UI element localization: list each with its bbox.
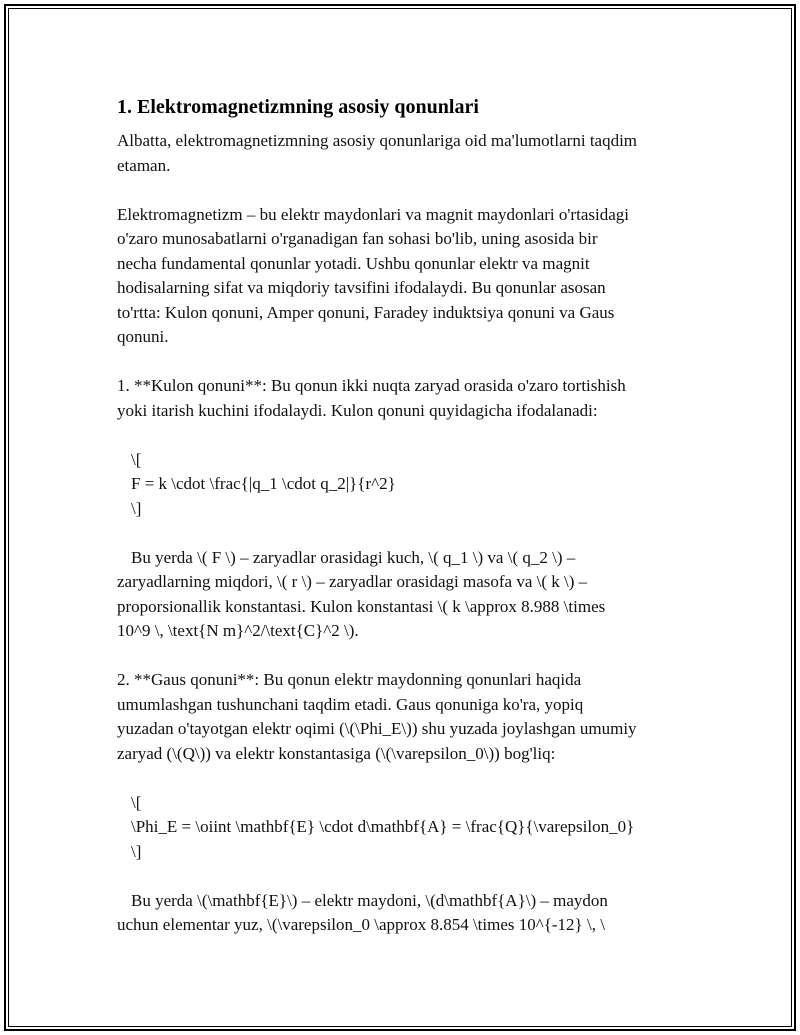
paragraph-gap: [117, 521, 687, 546]
coulomb-formula: \[ F = k \cdot \frac{|q_1 \cdot q_2|}{r^2} \]: [131, 449, 396, 518]
paragraph-gap: [117, 644, 687, 669]
overview-paragraph: Elektromagnetizm – bu elektr maydonlari va magnit maydonlari o'rtasidagi o'zaro munosabatlarni o'rganadigan fan sohasi bo'lib, uning asosida bir necha fundamental qonunlar yotadi. Ushbu qonunlar elektr va magnit hodisalarning sifat va miqdoriy tavsifini ifodalaydi. Bu qonunlar asosan to'rtta: Kulon qonuni, Amper qonuni, Faradey induktsiya qonuni va Gaus qonuni.: [117, 204, 629, 346]
document-body: [117, 94, 687, 938]
gauss-formula: \[ \Phi_E = \oiint \mathbf{E} \cdot d\mathbf{A} = \frac{Q}{\varepsilon_0} \]: [131, 792, 635, 861]
paragraph-gap: [117, 350, 687, 375]
paragraph-gap: [117, 864, 687, 889]
paragraph-gap: [117, 423, 687, 448]
coulomb-explanation-first-line: Bu yerda \( F \) – zaryadlar orasidagi kuch, \( q_1 \) va \( q_2 \) – zaryadlarning miqdori, \( r \) – zaryadlar orasidagi masofa va \( k \) – proporsionallik konstantasi. Kulon konstantasi \( k \approx 8.988 \times 10^9 \, \text{N m}^2/\text{C}^2 \).: [117, 547, 606, 640]
paragraph-gap: [117, 178, 687, 203]
intro-paragraph: Albatta, elektromagnetizmning asosiy qonunlariga oid ma'lumotlarni taqdim etaman.: [117, 131, 638, 175]
gauss-law-paragraph: 2. **Gaus qonuni**: Bu qonun elektr maydonning qonunlari haqida umumlashgan tushunchani taqdim etadi. Gaus qonuniga ko'ra, yopiq yuzadan o'tayotgan elektr oqimi (\(\Phi_E\)) shu yuzada joylashgan umumiy zaryad (\(Q\)) va elektr konstantasiga (\(\varepsilon_0\)) bog'liq:: [117, 670, 637, 763]
paragraph-gap: [117, 766, 687, 791]
coulomb-law-paragraph: 1. **Kulon qonuni**: Bu qonun ikki nuqta zaryad orasida o'zaro tortishish yoki itarish kuchini ifodalaydi. Kulon qonuni quyidagicha ifodalanadi:: [117, 376, 626, 420]
document-title: 1. Elektromagnetizmning asosiy qonunlari: [117, 96, 479, 118]
gauss-explanation-paragraph: Bu yerda \(\mathbf{E}\) – elektr maydoni, \(d\mathbf{A}\) – maydon uchun elementar yuz, \(\varepsilon_0 \approx 8.854 \times 10^{-12} \, \: [117, 890, 608, 934]
